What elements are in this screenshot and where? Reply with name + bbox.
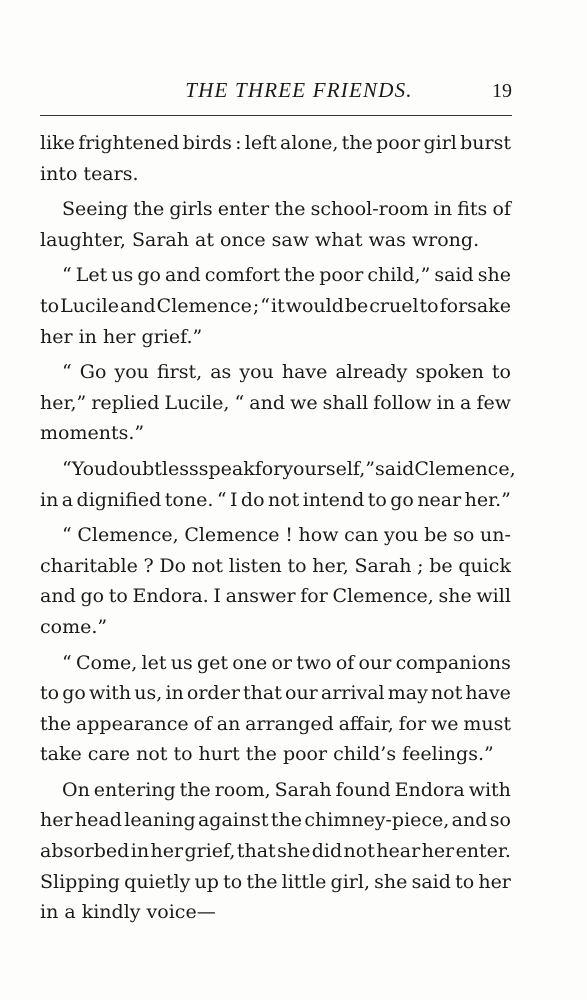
text-line: charitable ? Do not listen to her, Sarah ; be quick: [40, 554, 511, 577]
text-line: “ Let us go and comfort the poor child,” said she: [62, 264, 511, 287]
running-title: THE THREE FRIENDS.: [185, 78, 413, 102]
text-line: and go to Endora. I answer for Clemence, she will: [40, 585, 511, 608]
header-rule: [40, 115, 512, 116]
text-line: in a kindly voice—: [40, 901, 216, 924]
text-line: her in her grief.”: [40, 325, 203, 348]
page-header: [40, 78, 550, 108]
text-line: absorbed in her grief, that she did not hear her enter.: [40, 840, 511, 863]
text-line: Seeing the girls enter the school-room in fits of: [62, 198, 511, 221]
text-line: to Lucile and Clemence ; “ it would be cruel to forsake: [40, 294, 511, 317]
text-line: her head leaning against the chimney-piece, and so: [40, 809, 511, 832]
text-line: the appearance of an arranged affair, for we must: [40, 712, 511, 735]
text-line: her,” replied Lucile, “ and we shall follow in a few: [40, 391, 511, 414]
text-line: laughter, Sarah at once saw what was wrong.: [40, 228, 480, 251]
text-line: take care not to hurt the poor child’s feelings.”: [40, 743, 494, 766]
text-line: “ You doubtless speak for yourself,” said Clemence,: [62, 457, 516, 480]
text-line: “ Come, let us get one or two of our companions: [62, 651, 511, 674]
text-line: Slipping quietly up to the little girl, she said to her: [40, 870, 511, 893]
text-line: come.”: [40, 615, 108, 638]
text-line: “ Go you first, as you have already spoken to: [62, 361, 511, 384]
text-line: to go with us, in order that our arrival may not have: [40, 682, 511, 705]
text-line: like frightened birds : left alone, the poor girl burst: [40, 132, 511, 154]
text-line: “ Clemence, Clemence ! how can you be so un-: [62, 524, 511, 547]
text-line: into tears.: [40, 162, 139, 185]
body-text: [40, 128, 516, 928]
text-line: moments.”: [40, 422, 145, 445]
text-line: in a dignified tone. “ I do not intend to go near her.”: [40, 488, 511, 511]
page-number: 19: [492, 80, 512, 102]
text-line: On entering the room, Sarah found Endora with: [62, 778, 511, 801]
